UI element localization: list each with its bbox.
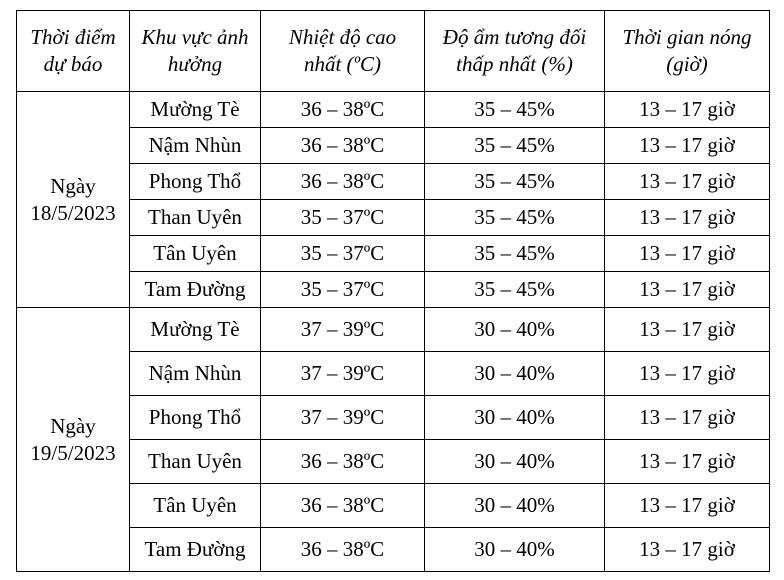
header-line: hưởng xyxy=(167,52,223,76)
date-label: Ngày xyxy=(50,173,96,198)
hours-cell: 13 – 17 giờ xyxy=(605,528,770,572)
hours-cell: 13 – 17 giờ xyxy=(605,484,770,528)
area-cell: Tam Đường xyxy=(130,272,261,308)
header-line: Nhiệt độ cao xyxy=(288,25,397,49)
table-row xyxy=(17,236,770,272)
humidity-cell: 30 – 40% xyxy=(425,440,605,484)
header-affected-area xyxy=(130,11,261,92)
area-cell: Nậm Nhùn xyxy=(130,128,261,164)
temperature-cell: 37 – 39ºC xyxy=(261,352,425,396)
table-row xyxy=(17,396,770,440)
header-max-temperature xyxy=(261,11,425,92)
header-forecast-time xyxy=(17,11,130,92)
header-line: dự báo xyxy=(43,52,103,76)
hours-cell: 13 – 17 giờ xyxy=(605,128,770,164)
area-cell: Than Uyên xyxy=(130,440,261,484)
area-cell: Tân Uyên xyxy=(130,484,261,528)
temperature-cell: 35 – 37ºC xyxy=(261,200,425,236)
forecast-date-cell xyxy=(17,92,130,308)
area-cell: Mường Tè xyxy=(130,92,261,128)
area-cell: Mường Tè xyxy=(130,308,261,352)
hours-cell: 13 – 17 giờ xyxy=(605,272,770,308)
humidity-cell: 30 – 40% xyxy=(425,528,605,572)
humidity-cell: 30 – 40% xyxy=(425,396,605,440)
header-hot-hours xyxy=(605,11,770,92)
date-value: 19/5/2023 xyxy=(30,440,116,465)
temperature-cell: 37 – 39ºC xyxy=(261,396,425,440)
table-row xyxy=(17,164,770,200)
table-row xyxy=(17,92,770,128)
header-row xyxy=(17,11,770,92)
header-line: Độ ẩm tương đối xyxy=(442,25,587,49)
humidity-cell: 30 – 40% xyxy=(425,484,605,528)
temperature-cell: 36 – 38ºC xyxy=(261,484,425,528)
hours-cell: 13 – 17 giờ xyxy=(605,200,770,236)
hours-cell: 13 – 17 giờ xyxy=(605,236,770,272)
hours-cell: 13 – 17 giờ xyxy=(605,164,770,200)
area-cell: Phong Thổ xyxy=(130,164,261,200)
area-cell: Phong Thổ xyxy=(130,396,261,440)
date-value: 18/5/2023 xyxy=(30,200,116,225)
table-row xyxy=(17,128,770,164)
hours-cell: 13 – 17 giờ xyxy=(605,396,770,440)
temperature-cell: 36 – 38ºC xyxy=(261,440,425,484)
humidity-cell: 30 – 40% xyxy=(425,308,605,352)
humidity-cell: 30 – 40% xyxy=(425,352,605,396)
humidity-cell: 35 – 45% xyxy=(425,236,605,272)
header-min-humidity xyxy=(425,11,605,92)
area-cell: Than Uyên xyxy=(130,200,261,236)
area-cell: Tam Đường xyxy=(130,528,261,572)
temperature-cell: 35 – 37ºC xyxy=(261,272,425,308)
header-line: Thời điểm xyxy=(30,25,116,49)
temperature-cell: 36 – 38ºC xyxy=(261,528,425,572)
temperature-cell: 36 – 38ºC xyxy=(261,128,425,164)
area-cell: Nậm Nhùn xyxy=(130,352,261,396)
header-line: Khu vực ảnh xyxy=(141,25,249,49)
temperature-cell: 37 – 39ºC xyxy=(261,308,425,352)
humidity-cell: 35 – 45% xyxy=(425,164,605,200)
header-line: thấp nhất (%) xyxy=(456,52,573,76)
table-row xyxy=(17,528,770,572)
forecast-date-cell xyxy=(17,308,130,572)
header-line: (giờ) xyxy=(666,52,708,76)
table-row xyxy=(17,440,770,484)
hours-cell: 13 – 17 giờ xyxy=(605,352,770,396)
table-row xyxy=(17,308,770,352)
table-row xyxy=(17,272,770,308)
table-row xyxy=(17,352,770,396)
hours-cell: 13 – 17 giờ xyxy=(605,308,770,352)
humidity-cell: 35 – 45% xyxy=(425,200,605,236)
humidity-cell: 35 – 45% xyxy=(425,128,605,164)
temperature-cell: 36 – 38ºC xyxy=(261,164,425,200)
temperature-cell: 35 – 37ºC xyxy=(261,236,425,272)
humidity-cell: 35 – 45% xyxy=(425,272,605,308)
hours-cell: 13 – 17 giờ xyxy=(605,440,770,484)
date-label: Ngày xyxy=(50,413,96,438)
temperature-cell: 36 – 38ºC xyxy=(261,92,425,128)
table-row xyxy=(17,484,770,528)
header-line: nhất (ºC) xyxy=(303,52,382,76)
header-line: Thời gian nóng xyxy=(622,25,752,49)
area-cell: Tân Uyên xyxy=(130,236,261,272)
table-row xyxy=(17,200,770,236)
heat-forecast-table xyxy=(16,10,770,572)
hours-cell: 13 – 17 giờ xyxy=(605,92,770,128)
humidity-cell: 35 – 45% xyxy=(425,92,605,128)
